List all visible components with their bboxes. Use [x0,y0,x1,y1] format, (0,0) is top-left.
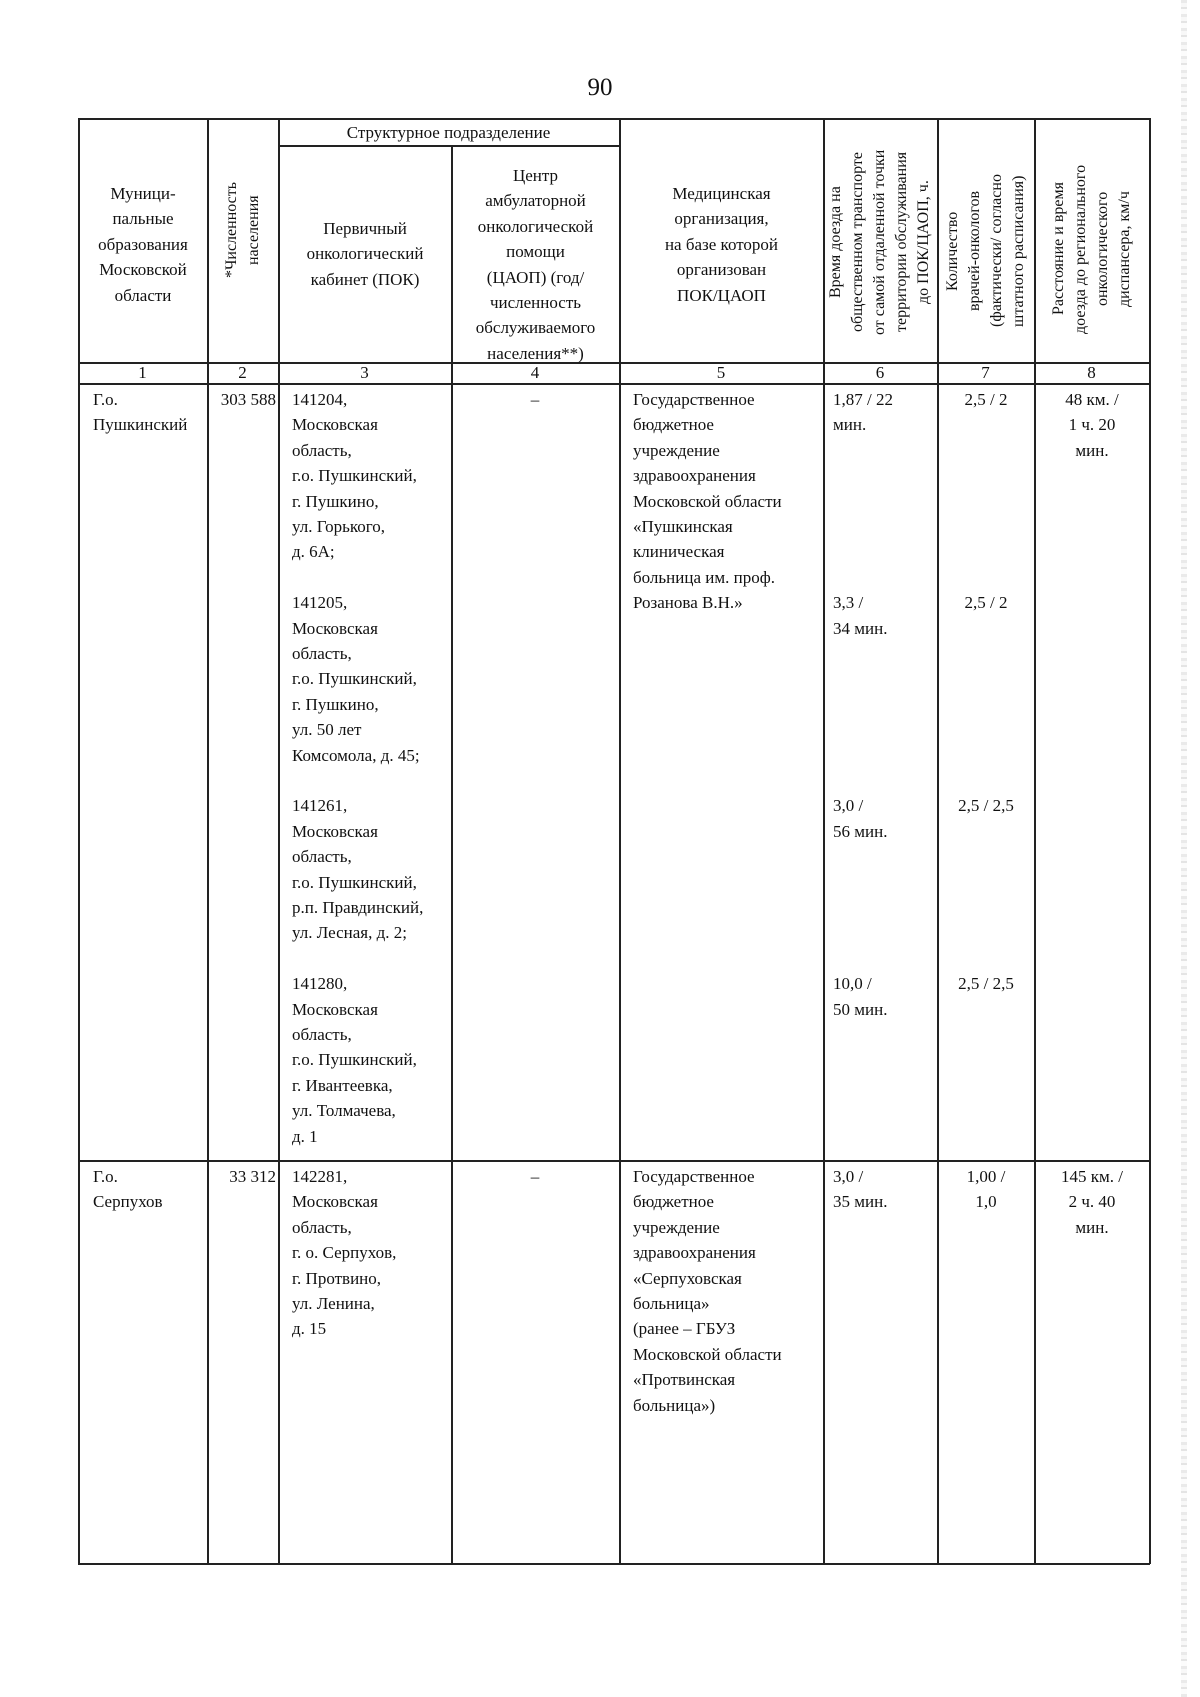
municipality-name: Г.о. [93,390,118,409]
row-divider [78,1160,1150,1162]
cabinet-address-line: Московская [292,1192,378,1212]
cabinet-address-line: г. Протвино, [292,1268,382,1288]
cabinet-address-line: 142281, [292,1167,348,1186]
medical-organization-line: больница» [633,1294,710,1313]
cabinet-address-line: ул. Горького, [292,517,386,536]
col-line-8 [1149,118,1151,1564]
header-regional-distance-text-line: доезда до регионального [1072,164,1089,334]
cabinet-address-line: Комсомола, д. 45; [292,745,420,765]
medical-organization-line: «Пушкинская [633,517,733,536]
header-regional-distance-text [1048,140,1136,358]
travel-time-line: 3,0 / [833,796,864,816]
column-number: 1 [138,363,147,382]
medical-organization-line: Московской области [633,491,782,511]
medical-organization-line: Московской области [633,1344,782,1364]
header-travel-time-text-line: до ПОК/ЦАОП, ч. [915,180,932,304]
cabinet-address-line: ул. Ленина, [292,1294,375,1313]
cabinet-address-line: Московская [292,999,378,1019]
cabinet-address-line: область, [292,847,352,867]
regional-distance-line: мин. [1075,1217,1109,1237]
header-outpatient-center-line: Центр [512,166,559,185]
page-number: 90 [587,74,613,101]
header-primary-cabinet-line: онкологический [306,244,424,264]
column-number: 2 [238,363,247,382]
column-number: 8 [1087,363,1096,382]
cabinet-address-line: г. Пушкино, [292,694,379,714]
medical-organization-line: Государственное [633,1167,755,1186]
header-municipality-line: Муници- [110,184,176,203]
oncologist-count-line: 2,5 / 2 [964,593,1008,613]
medical-organization-line: «Серпуховская [633,1268,742,1288]
header-oncologist-count-text-line: штатного расписания) [1010,175,1027,327]
regional-distance-line: 1 ч. 20 [1068,415,1116,435]
cabinet-address-line: р.п. Правдинский, [292,898,424,917]
cabinet-address-line: область, [292,644,352,663]
col-line-1 [207,118,209,1564]
travel-time-line: 3,0 / [833,1167,864,1186]
travel-time-line: 35 мин. [833,1192,888,1212]
outpatient-center-value: – [530,1167,540,1186]
cabinet-address-line: д. 15 [292,1319,327,1339]
column-number: 3 [360,363,369,382]
cabinet-address-line: д. 1 [292,1126,318,1146]
regional-distance-line: 48 км. / [1065,390,1119,409]
column-number: 7 [981,363,990,382]
travel-time-line: мин. [833,415,867,435]
column-number: 5 [716,363,726,382]
municipality-name: Г.о. [93,1167,118,1186]
travel-time-line: 10,0 / [833,974,872,994]
header-primary-cabinet-line: Первичный [323,219,407,238]
cabinet-address-line: г. о. Серпухов, [292,1243,397,1263]
medical-organization-line: здравоохранения [633,1243,756,1263]
cabinet-address-line: область, [292,440,352,460]
header-outpatient-center-line: амбулаторной [485,191,586,211]
medical-organization-line: больница») [633,1395,716,1415]
medical-organization-line: (ранее – ГБУЗ [633,1319,736,1339]
oncologist-count-line: 1,0 [975,1192,997,1212]
header-municipality-line: Московской [99,260,187,280]
travel-time-line: 34 мин. [833,618,888,638]
header-medical-organization-line: Медицинская [672,184,771,203]
medical-organization-line: «Протвинская [633,1370,736,1390]
header-oncologist-count-text [942,145,1030,357]
header-oncologist-count-text-line: врачей-онкологов [966,190,983,312]
medical-organization-line: Розанова В.Н.» [633,593,743,613]
travel-time-line: 56 мин. [833,821,888,841]
header-medical-organization-line: организация, [674,209,769,229]
header-population-text-line: населения [245,195,262,265]
header-regional-distance-text-line: Расстояние и время [1050,182,1067,316]
header-primary-cabinet-line: кабинет (ПОК) [310,269,420,289]
cabinet-address-line: ул. Лесная, д. 2; [292,923,407,943]
cabinet-address-line: г.о. Пушкинский, [292,466,417,486]
cabinet-address-line: г. Ивантеевка, [292,1075,393,1095]
column-number: 6 [875,363,885,382]
col-line-7 [1034,118,1036,1564]
header-outpatient-center-line: помощи [506,242,565,262]
travel-time-line: 50 мин. [833,999,888,1019]
table-border-bottom [78,1563,1150,1565]
oncologist-count-line: 2,5 / 2,5 [958,974,1014,994]
header-outpatient-center-line: обслуживаемого [475,318,596,338]
header-travel-time-text-line: общественном транспорте [849,152,866,332]
regional-distance-line: мин. [1075,440,1109,460]
medical-organization-line: учреждение [633,440,720,460]
medical-organization-line: больница им. проф. [633,567,775,587]
header-oncologist-count-text-line: Количество [944,211,961,291]
col-line-6 [937,118,939,1564]
regional-distance-line: 2 ч. 40 [1068,1192,1116,1212]
cabinet-address-line: 141205, [292,593,348,613]
header-travel-time-text [825,126,935,358]
cabinet-address-line: г.о. Пушкинский, [292,669,417,689]
population-value: 33 312 [229,1167,276,1186]
cabinet-address-line: 141261, [292,796,348,816]
cabinet-address-line: г. Пушкино, [292,491,379,511]
header-population-text [221,160,265,300]
header-travel-time-text-line: территории обслуживания [893,151,910,333]
outpatient-center-value: – [530,390,540,409]
cabinet-address-line: Московская [292,821,378,841]
col-line-4 [619,118,621,1564]
medical-organization-line: здравоохранения [633,466,756,486]
cabinet-address-line: 141280, [292,974,348,994]
regional-distance-line: 145 км. / [1061,1167,1123,1186]
oncologist-count-line: 1,00 / [966,1167,1006,1186]
header-regional-distance-text-line: диспансера, км/ч [1116,191,1133,307]
cabinet-address-line: Московская [292,415,378,435]
cabinet-address-line: г.о. Пушкинский, [292,1050,417,1070]
municipality-name: Серпухов [93,1192,163,1212]
cabinet-address-line: 141204, [292,390,348,409]
medical-organization-line: учреждение [633,1217,720,1237]
header-municipality-line: области [114,285,172,305]
medical-organization-line: Государственное [633,390,755,409]
header-municipality-line: образования [98,234,188,254]
header-travel-time-text-line: от самой отдаленной точки [871,149,888,335]
col-line-2 [278,118,280,1564]
header-medical-organization-line: организован [676,260,767,280]
structural-unit-header: Структурное подразделение [346,123,551,142]
cabinet-address-line: область, [292,1025,352,1044]
cabinet-address-line: область, [292,1217,352,1237]
municipality-name: Пушкинский [93,415,188,435]
population-value: 303 588 [220,390,276,409]
header-regional-distance-text-line: онкологического [1094,191,1111,307]
cabinet-address-line: Московская [292,618,378,638]
header-medical-organization-line: на базе которой [664,234,779,254]
medical-organization-line: клиническая [633,542,725,562]
header-outpatient-center-line: населения**) [487,343,584,363]
header-outpatient-center-line: онкологической [477,216,594,236]
cabinet-address-line: г.о. Пушкинский, [292,872,417,892]
cabinet-address-line: ул. 50 лет [292,720,362,740]
header-travel-time-text-line: Время доезда на [827,186,844,298]
column-number: 4 [530,363,540,382]
header-outpatient-center-line: (ЦАОП) (год/ [486,267,585,287]
scan-edge-artifact [1181,0,1187,1697]
cabinet-address-line: ул. Толмачева, [292,1101,396,1121]
header-oncologist-count-text-line: (фактически/ согласно [988,174,1005,328]
header-population-text-line: *Численность [223,181,240,279]
travel-time-line: 3,3 / [833,593,864,613]
medical-organization-line: бюджетное [633,415,714,435]
medical-organization-line: бюджетное [633,1192,714,1212]
oncologist-count-line: 2,5 / 2 [964,390,1008,409]
header-municipality-line: пальные [112,209,174,229]
cabinet-address-line: д. 6А; [292,542,335,562]
travel-time-line: 1,87 / 22 [833,390,893,409]
header-outpatient-center-line: численность [489,293,582,312]
col-line-0 [78,118,80,1564]
header-medical-organization-line: ПОК/ЦАОП [677,285,766,305]
oncologist-count-line: 2,5 / 2,5 [958,796,1014,816]
